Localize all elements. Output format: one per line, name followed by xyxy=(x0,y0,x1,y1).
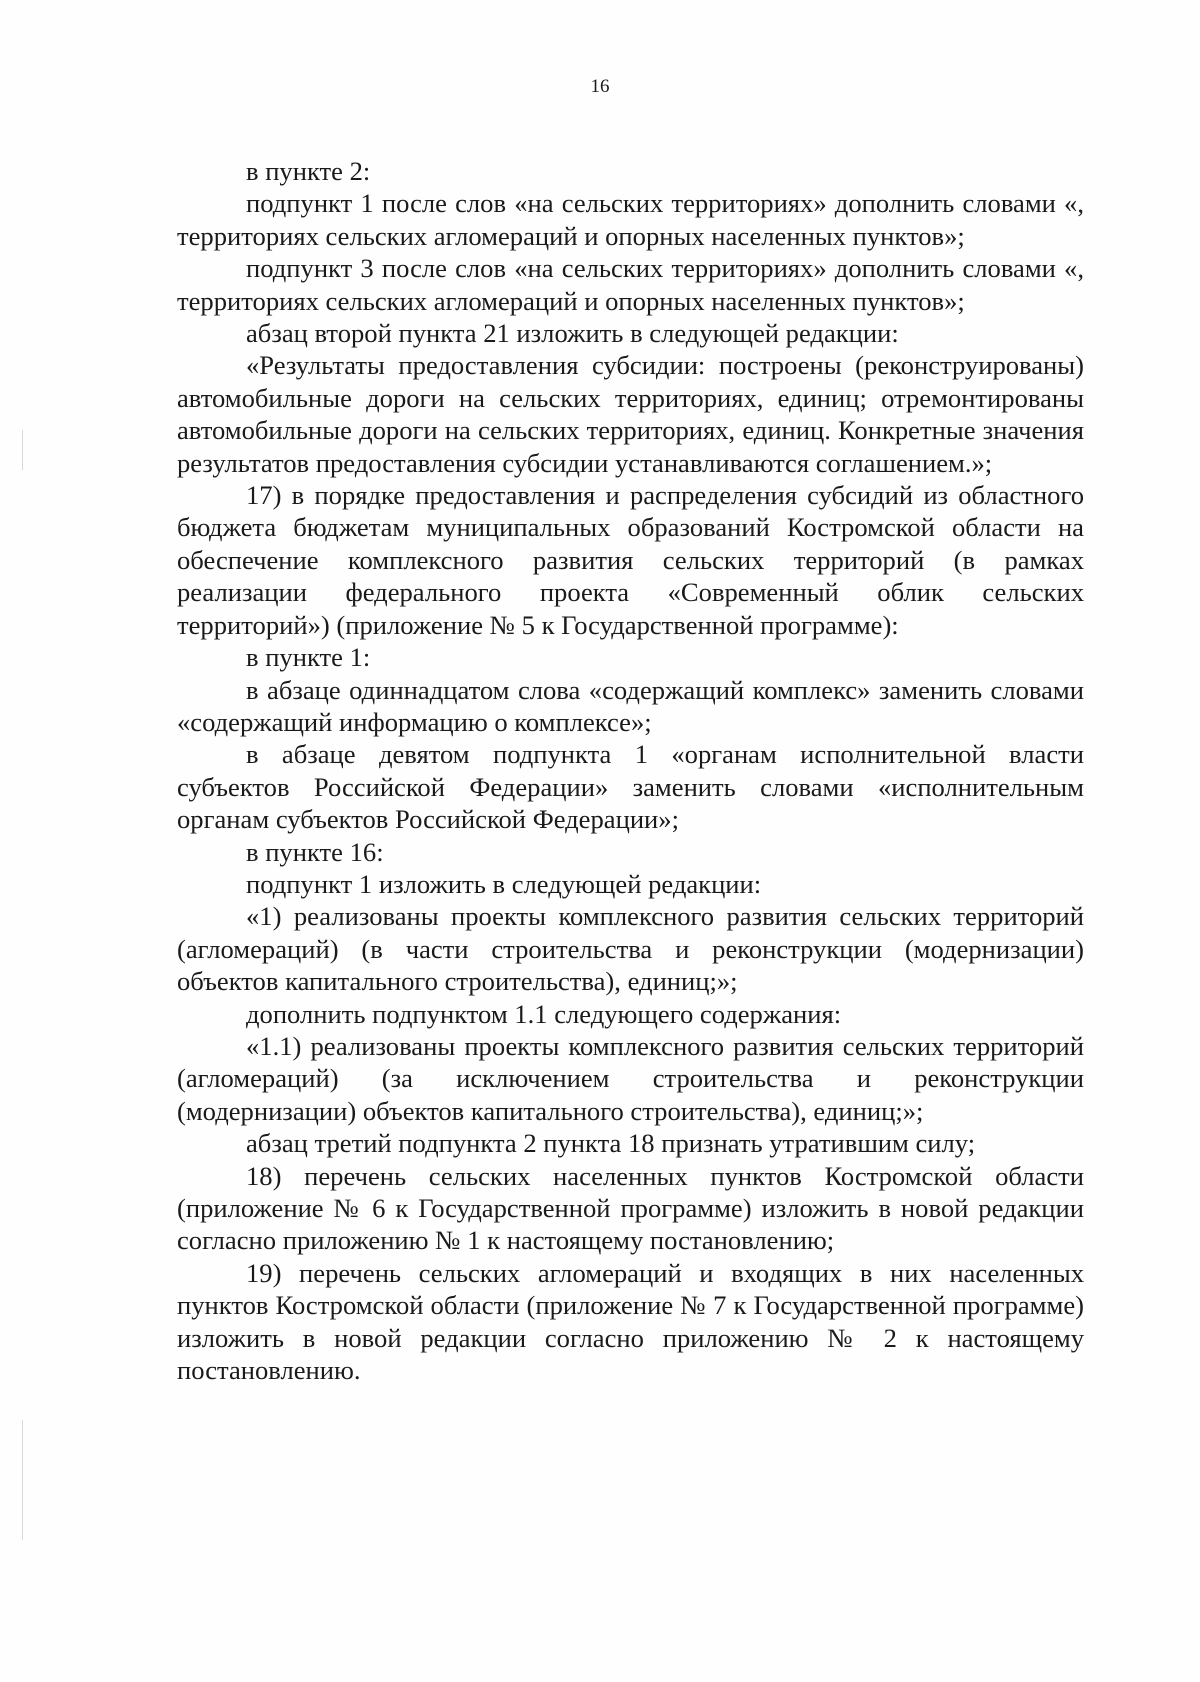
paragraph: в пункте 16: xyxy=(246,836,384,867)
paragraph: «1.1) реализованы проекты комплексного развития сельских территорий (агломераций) (за исключением строительства и реконструкции (модернизации) объектов капитального строительства), единиц;»; xyxy=(177,1030,1084,1126)
paragraph: «1) реализованы проекты комплексного развития сельских территорий (агломераций) (в части строительства и реконструкции (модернизации) объектов капитального строительства), единиц;»; xyxy=(177,901,1084,997)
scan-artifact xyxy=(22,430,23,470)
paragraph: подпункт 1 изложить в следующей редакции: xyxy=(246,868,762,899)
paragraph: дополнить подпунктом 1.1 следующего содержания: xyxy=(246,998,842,1029)
paragraph: в абзаце девятом подпункта 1 «органам исполнительной власти субъектов Российской Федерации» заменить словами «исполнительным органам субъектов Российской Федерации»; xyxy=(177,739,1084,835)
paragraph: 18) перечень сельских населенных пунктов Костромской области (приложение № 6 к Государственной программе) изложить в новой редакции согласно приложению № 1 к настоящему постановлению; xyxy=(177,1160,1084,1256)
scan-artifact xyxy=(22,1420,23,1540)
page-number: 16 xyxy=(590,76,610,97)
paragraph: абзац второй пункта 21 изложить в следующей редакции: xyxy=(246,318,899,349)
document-body xyxy=(177,155,1084,1386)
paragraph: в пункте 1: xyxy=(246,642,371,673)
paragraph: 19) перечень сельских агломераций и входящих в них населенных пунктов Костромской области (приложение № 7 к Государственной программе) изложить в новой редакции согласно приложению № 2 к настоящему постановлению. xyxy=(177,1257,1084,1386)
paragraph: 17) в порядке предоставления и распределения субсидий из областного бюджета бюджетам муниципальных образований Костромской области на обеспечение комплексного развития сельских территорий (в рамках реализации федерального проекта «Современный облик сельских территорий») (приложение № 5 к Государственной программе): xyxy=(177,480,1084,640)
paragraph: абзац третий подпункта 2 пункта 18 признать утратившим силу; xyxy=(246,1128,976,1159)
paragraph: подпункт 1 после слов «на сельских территориях» дополнить словами «, территориях сельских агломераций и опорных населенных пунктов»; xyxy=(177,188,1084,251)
paragraph: в пункте 2: xyxy=(246,156,371,186)
paragraph: подпункт 3 после слов «на сельских территориях» дополнить словами «, территориях сельских агломераций и опорных населенных пунктов»; xyxy=(177,253,1084,316)
paragraph: в абзаце одиннадцатом слова «содержащий комплекс» заменить словами «содержащий информацию о комплексе»; xyxy=(177,674,1084,737)
paragraph: «Результаты предоставления субсидии: построены (реконструированы) автомобильные дороги на сельских территориях, единиц; отремонтированы автомобильные дороги на сельских территориях, единиц. Конкретные значения результатов предоставления субсидии устанавливаются соглашением.»; xyxy=(177,350,1084,478)
